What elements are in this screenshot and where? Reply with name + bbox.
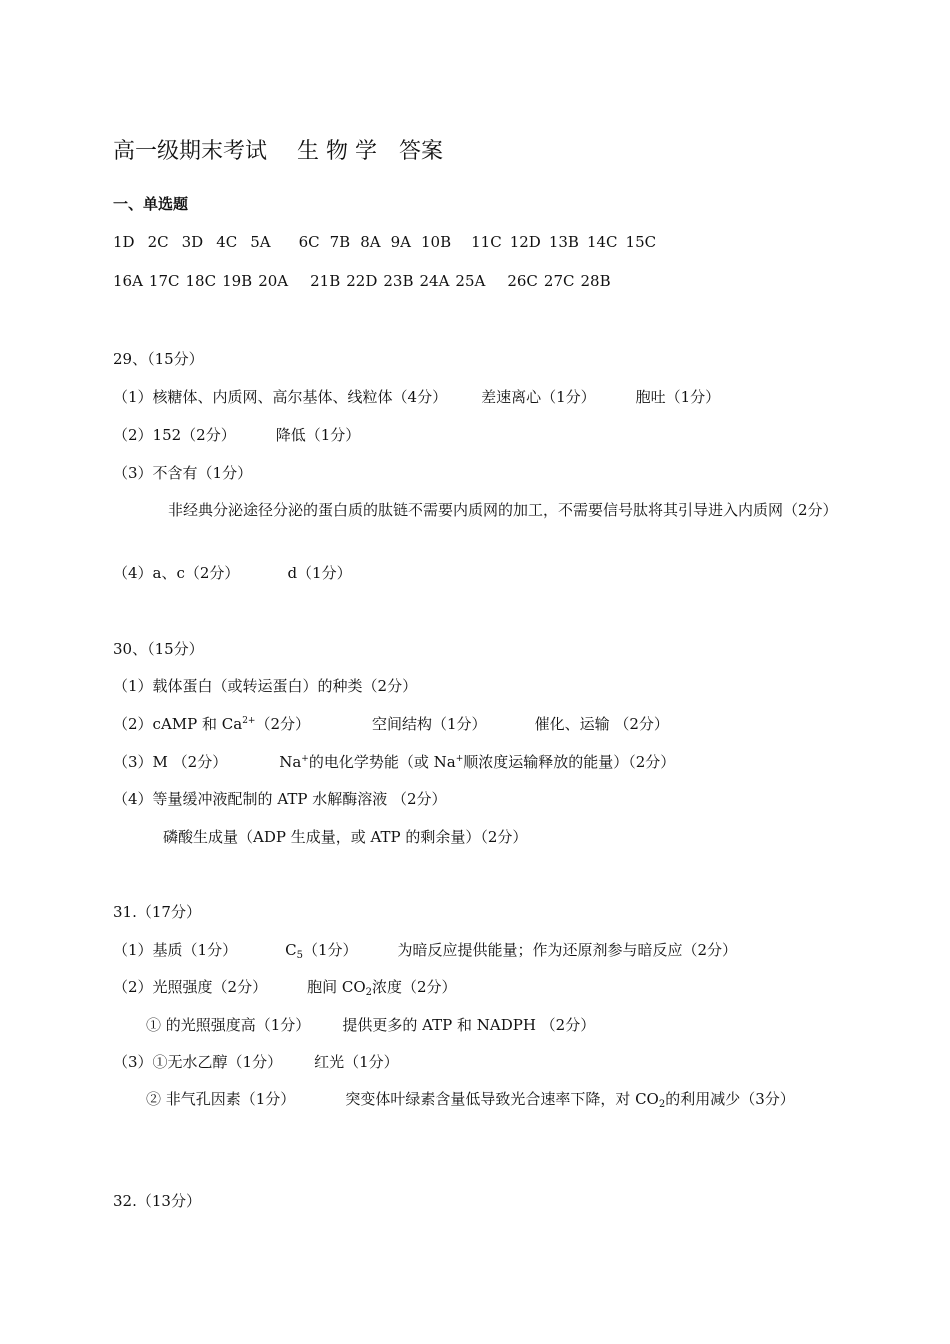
q31-p1-answer-a: （1）基质（1分） [113, 941, 238, 959]
q29-part3: （3）不含有（1分） [113, 464, 253, 482]
answer-item: 17C [148, 272, 180, 290]
q30-p2-answer-c: 催化、运输 （2分） [534, 715, 669, 733]
q31-p3-answer-c: ② 非气孔因素（1分） [146, 1090, 296, 1108]
q31-p3-answer-a: （3）①无水乙醇（1分） [113, 1053, 283, 1071]
q29-p4-answer-a: （4）a、c（2分） [113, 564, 240, 582]
subscript: 2 [658, 1099, 666, 1110]
q30-part3 [113, 753, 675, 771]
q29-p1-answer-a: （1）核糖体、内质网、高尔基体、线粒体（4分） [113, 388, 448, 406]
answer-item: 14C [586, 233, 618, 251]
superscript: 2+ [242, 716, 256, 726]
q30-header: 30、（15分） [113, 640, 204, 658]
superscript: + [455, 754, 464, 764]
answer-item: 23B [383, 272, 414, 290]
q29-part4 [113, 564, 352, 582]
answer-item: 21B [310, 272, 341, 290]
q31-part1 [113, 941, 737, 959]
subscript: 2 [365, 987, 373, 998]
q31-p2-answer-c: ① 的光照强度高（1分） [146, 1016, 311, 1034]
q31-part3-detail [113, 1087, 840, 1111]
q29-p2-answer-a: （2）152（2分） [113, 426, 236, 444]
q31-p1-answer-b: C [285, 941, 297, 959]
answer-item: 7B [329, 233, 351, 251]
answer-item: 16A [113, 272, 143, 290]
q30-part1: （1）载体蛋白（或转运蛋白）的种类（2分） [113, 677, 418, 695]
q30-p3-answer-b-end: 顺浓度运输释放的能量）（2分） [463, 753, 676, 771]
q30-p3-answer-b: Na [279, 753, 302, 771]
answer-item: 24A [419, 272, 450, 290]
q31-p1-answer-c: 为暗反应提供能量；作为还原剂参与暗反应（2分） [397, 941, 738, 959]
exam-name: 高一级期末考试 [113, 139, 268, 164]
q30-part4: （4）等量缓冲液配制的 ATP 水解酶溶液 （2分） [113, 790, 447, 808]
q31-p1-answer-b-score: （1分） [302, 941, 358, 959]
q30-p3-answer-b-mid: 的电化学势能（或 Na [308, 753, 456, 771]
answer-item: 4C [216, 233, 238, 251]
subscript: 5 [296, 950, 303, 961]
answer-label: 答案 [399, 139, 444, 164]
q29-p1-answer-b: 差速离心（1分） [481, 388, 596, 406]
q31-p2-answer-a: （2）光照强度（2分） [113, 978, 268, 996]
answer-item: 3D [181, 233, 204, 251]
answer-item: 22D [346, 272, 378, 290]
q30-p2-answer-a-score: （2分） [255, 715, 311, 733]
answer-row-2 [113, 272, 611, 290]
answer-item: 2C [147, 233, 169, 251]
answer-item: 20A [258, 272, 289, 290]
q31-part2-detail [146, 1016, 595, 1034]
superscript: + [301, 754, 309, 764]
q31-header: 31.（17分） [113, 903, 201, 921]
q30-p3-answer-a: （3）M （2分） [113, 753, 228, 771]
answer-item: 9A [390, 233, 411, 251]
answer-item: 28B [580, 272, 611, 290]
q31-p3-answer-d-end: 的利用减少（3分） [665, 1090, 795, 1108]
q30-part4-b: 磷酸生成量（ADP 生成量，或 ATP 的剩余量）（2分） [163, 828, 528, 846]
answer-item: 26C [507, 272, 538, 290]
subject-name: 生 物 学 [297, 139, 378, 164]
q30-part2 [113, 715, 669, 733]
q31-p2-answer-d: 提供更多的 ATP 和 NADPH （2分） [342, 1016, 596, 1034]
q30-p2-answer-a: （2）cAMP 和 Ca [113, 715, 243, 733]
answer-item: 10B [421, 233, 452, 251]
answer-item: 15C [625, 233, 657, 251]
answer-item: 18C [185, 272, 217, 290]
answer-item: 13B [548, 233, 579, 251]
answer-item: 11C [471, 233, 502, 251]
answer-item: 12D [509, 233, 541, 251]
q30-p2-answer-b: 空间结构（1分） [372, 715, 487, 733]
q31-part3 [113, 1053, 399, 1071]
q29-p4-answer-b: d（1分） [287, 564, 352, 582]
q32-header: 32.（13分） [113, 1192, 201, 1210]
q31-part2 [113, 978, 457, 996]
answer-item: 1D [113, 233, 135, 251]
answer-item: 25A [455, 272, 486, 290]
q31-p3-answer-b: 红光（1分） [314, 1053, 399, 1071]
q31-p2-answer-b-end: 浓度（2分） [372, 978, 457, 996]
answer-item: 5A [250, 233, 271, 251]
q29-p2-answer-b: 降低（1分） [275, 426, 361, 444]
answer-row-1 [113, 233, 656, 251]
q29-part3-explanation: 非经典分泌途径分泌的蛋白质的肽链不需要内质网的加工，不需要信号肽将其引导进入内质网（2分） [168, 501, 838, 519]
answer-item: 6C [298, 233, 320, 251]
q29-part1 [113, 388, 720, 406]
q31-p3-answer-d: 突变体叶绿素含量低导致光合速率下降，对 CO [345, 1090, 659, 1108]
answer-item: 19B [222, 272, 253, 290]
document-title [113, 138, 443, 166]
answer-item: 27C [543, 272, 575, 290]
q31-p2-answer-b: 胞间 CO [307, 978, 366, 996]
q29-p1-answer-c: 胞吐（1分） [635, 388, 721, 406]
answer-item: 8A [360, 233, 381, 251]
section-heading-single-choice: 一、单选题 [113, 195, 189, 213]
q29-header: 29、（15分） [113, 350, 204, 368]
q29-part2 [113, 426, 360, 444]
